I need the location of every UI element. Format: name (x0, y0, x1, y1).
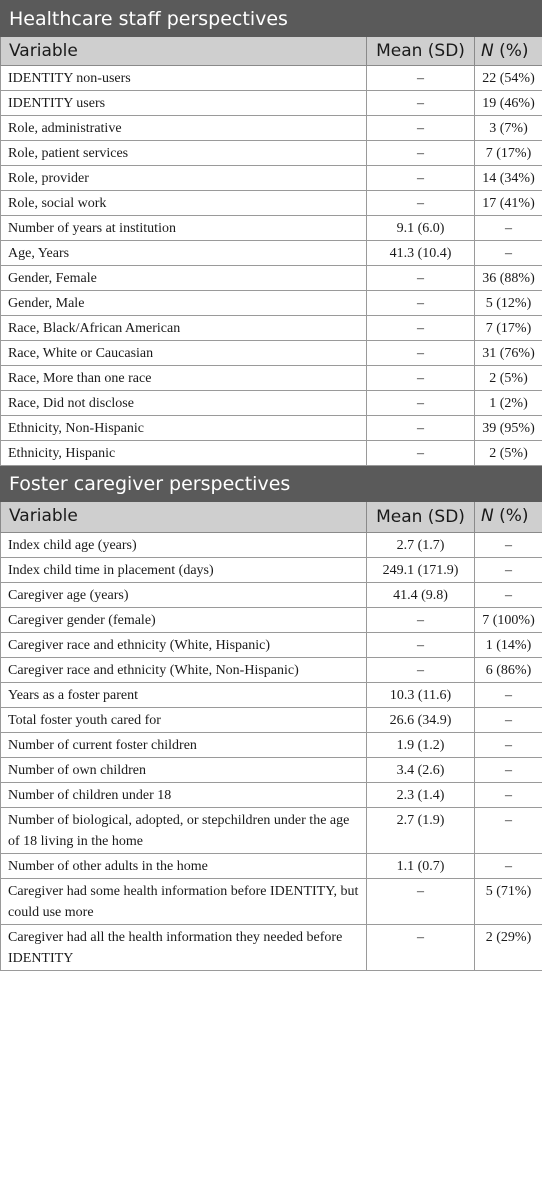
table-row (1, 608, 542, 633)
table-row (1, 241, 542, 266)
table-row (1, 733, 542, 758)
cell-mean-sd: 9.1 (6.0) (367, 216, 475, 241)
table-row (1, 141, 542, 166)
cell-mean-sd: 2.7 (1.9) (367, 808, 475, 854)
cell-variable: Total foster youth cared for (1, 708, 367, 733)
section-title: Foster caregiver perspectives (1, 466, 542, 502)
cell-n-percent: 2 (5%) (475, 441, 542, 466)
cell-variable: Number of other adults in the home (1, 854, 367, 879)
cell-mean-sd: – (367, 633, 475, 658)
cell-variable: Ethnicity, Hispanic (1, 441, 367, 466)
cell-mean-sd: – (367, 658, 475, 683)
table-row (1, 583, 542, 608)
cell-n-percent: – (475, 241, 542, 266)
cell-variable: Race, White or Caucasian (1, 341, 367, 366)
header-variable: Variable (1, 37, 367, 66)
cell-mean-sd: – (367, 116, 475, 141)
table-row (1, 91, 542, 116)
table-row (1, 66, 542, 91)
cell-n-percent: 7 (17%) (475, 141, 542, 166)
table-row (1, 316, 542, 341)
cell-mean-sd: 3.4 (2.6) (367, 758, 475, 783)
table-row (1, 533, 542, 558)
table-row (1, 658, 542, 683)
cell-variable: Gender, Female (1, 266, 367, 291)
cell-n-percent: 1 (2%) (475, 391, 542, 416)
table-row (1, 558, 542, 583)
cell-mean-sd: – (367, 266, 475, 291)
cell-n-percent: – (475, 808, 542, 854)
cell-variable: Number of current foster children (1, 733, 367, 758)
cell-n-percent: – (475, 558, 542, 583)
cell-variable: Years as a foster parent (1, 683, 367, 708)
cell-variable: IDENTITY users (1, 91, 367, 116)
cell-variable: Number of biological, adopted, or stepchildren under the age of 18 living in the home (1, 808, 367, 854)
cell-n-percent: 5 (12%) (475, 291, 542, 316)
cell-n-percent: – (475, 708, 542, 733)
header-row (1, 37, 542, 66)
cell-n-percent: 36 (88%) (475, 266, 542, 291)
cell-mean-sd: – (367, 879, 475, 925)
cell-mean-sd: 2.7 (1.7) (367, 533, 475, 558)
table-row (1, 216, 542, 241)
table-row (1, 416, 542, 441)
cell-n-percent: – (475, 854, 542, 879)
cell-mean-sd: – (367, 141, 475, 166)
table-row (1, 116, 542, 141)
cell-n-percent: – (475, 216, 542, 241)
cell-variable: Caregiver race and ethnicity (White, Non-Hispanic) (1, 658, 367, 683)
table-row (1, 633, 542, 658)
section-title: Healthcare staff perspectives (1, 1, 542, 37)
cell-mean-sd: – (367, 341, 475, 366)
cell-n-percent: 3 (7%) (475, 116, 542, 141)
cell-variable: Ethnicity, Non-Hispanic (1, 416, 367, 441)
header-n-percent (475, 502, 542, 533)
cell-mean-sd: – (367, 925, 475, 971)
table-row (1, 341, 542, 366)
table-row (1, 266, 542, 291)
header-n-percent (475, 37, 542, 66)
header-mean-sd: Mean (SD) (367, 502, 475, 533)
table-row (1, 783, 542, 808)
cell-mean-sd: – (367, 366, 475, 391)
cell-variable: Caregiver had all the health information they needed before IDENTITY (1, 925, 367, 971)
cell-variable: Gender, Male (1, 291, 367, 316)
table-row (1, 708, 542, 733)
cell-n-percent: – (475, 533, 542, 558)
cell-variable: Number of children under 18 (1, 783, 367, 808)
cell-n-percent: 1 (14%) (475, 633, 542, 658)
cell-n-percent: 17 (41%) (475, 191, 542, 216)
cell-variable: Number of years at institution (1, 216, 367, 241)
cell-n-percent: 6 (86%) (475, 658, 542, 683)
cell-variable: Caregiver race and ethnicity (White, Hispanic) (1, 633, 367, 658)
table-row (1, 879, 542, 925)
header-percent: (%) (493, 41, 529, 61)
cell-n-percent: 31 (76%) (475, 341, 542, 366)
section1-body (1, 66, 542, 466)
header-variable: Variable (1, 502, 367, 533)
cell-mean-sd: 41.3 (10.4) (367, 241, 475, 266)
cell-variable: Caregiver gender (female) (1, 608, 367, 633)
cell-variable: Index child time in placement (days) (1, 558, 367, 583)
table-row (1, 854, 542, 879)
cell-variable: Caregiver age (years) (1, 583, 367, 608)
cell-n-percent: 22 (54%) (475, 66, 542, 91)
cell-n-percent: – (475, 583, 542, 608)
cell-n-percent: 2 (29%) (475, 925, 542, 971)
cell-n-percent: 7 (100%) (475, 608, 542, 633)
cell-mean-sd: 41.4 (9.8) (367, 583, 475, 608)
cell-variable: Role, provider (1, 166, 367, 191)
cell-mean-sd: – (367, 316, 475, 341)
table-row (1, 683, 542, 708)
section-title-row (1, 466, 542, 502)
cell-mean-sd: – (367, 166, 475, 191)
cell-variable: Role, patient services (1, 141, 367, 166)
cell-variable: Race, Did not disclose (1, 391, 367, 416)
cell-mean-sd: – (367, 391, 475, 416)
cell-n-percent: – (475, 783, 542, 808)
header-mean-sd: Mean (SD) (367, 37, 475, 66)
cell-n-percent: 39 (95%) (475, 416, 542, 441)
table-row (1, 808, 542, 854)
header-percent: (%) (493, 506, 529, 526)
section-title-row (1, 1, 542, 37)
cell-mean-sd: 1.9 (1.2) (367, 733, 475, 758)
table-row (1, 191, 542, 216)
cell-mean-sd: – (367, 291, 475, 316)
cell-mean-sd: – (367, 66, 475, 91)
cell-variable: IDENTITY non-users (1, 66, 367, 91)
cell-variable: Number of own children (1, 758, 367, 783)
cell-n-percent: 7 (17%) (475, 316, 542, 341)
table-row (1, 291, 542, 316)
section2-body (1, 533, 542, 971)
table-row (1, 758, 542, 783)
cell-mean-sd: 1.1 (0.7) (367, 854, 475, 879)
cell-mean-sd: – (367, 608, 475, 633)
cell-variable: Role, social work (1, 191, 367, 216)
cell-n-percent: – (475, 683, 542, 708)
table-row (1, 391, 542, 416)
cell-n-percent: 14 (34%) (475, 166, 542, 191)
table-row (1, 166, 542, 191)
cell-mean-sd: – (367, 441, 475, 466)
cell-n-percent: – (475, 733, 542, 758)
cell-mean-sd: – (367, 91, 475, 116)
cell-mean-sd: – (367, 191, 475, 216)
cell-n-percent: 5 (71%) (475, 879, 542, 925)
cell-variable: Role, administrative (1, 116, 367, 141)
cell-variable: Index child age (years) (1, 533, 367, 558)
cell-mean-sd: 249.1 (171.9) (367, 558, 475, 583)
header-row (1, 502, 542, 533)
cell-variable: Caregiver had some health information before IDENTITY, but could use more (1, 879, 367, 925)
cell-mean-sd: 10.3 (11.6) (367, 683, 475, 708)
header-n-symbol: N (481, 506, 494, 526)
cell-n-percent: – (475, 758, 542, 783)
cell-variable: Race, Black/African American (1, 316, 367, 341)
cell-variable: Race, More than one race (1, 366, 367, 391)
cell-n-percent: 2 (5%) (475, 366, 542, 391)
table-row (1, 441, 542, 466)
cell-mean-sd: 26.6 (34.9) (367, 708, 475, 733)
cell-variable: Age, Years (1, 241, 367, 266)
header-n-symbol: N (481, 41, 494, 61)
cell-mean-sd: – (367, 416, 475, 441)
table-row (1, 925, 542, 971)
cell-mean-sd: 2.3 (1.4) (367, 783, 475, 808)
cell-n-percent: 19 (46%) (475, 91, 542, 116)
table-row (1, 366, 542, 391)
